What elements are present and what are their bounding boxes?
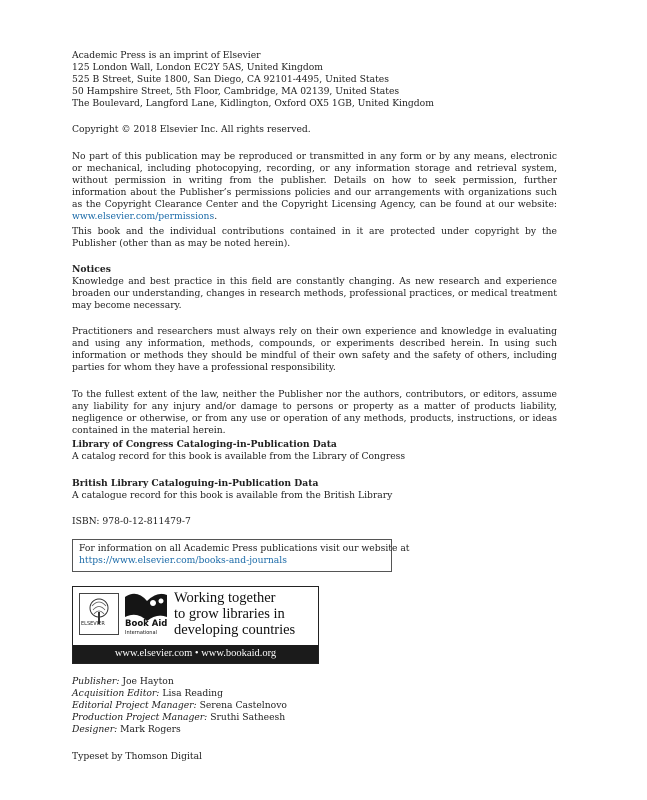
elsevier-logo-text: ELSEVIER: [81, 621, 105, 627]
imprint-line: Academic Press is an imprint of Elsevier: [72, 50, 261, 61]
credit-line: [72, 688, 557, 700]
address-line: 525 B Street, Suite 1800, San Diego, CA 92101-4495, United States: [72, 74, 389, 85]
books-journals-link[interactable]: https://www.elsevier.com/books-and-journals: [79, 555, 287, 566]
bl-cataloguing: [72, 478, 557, 502]
protected-paragraph: This book and the individual contributions contained in it are protected under copyright by the Publisher (other than as may be noted herein).: [72, 226, 557, 249]
permissions-end: .: [214, 211, 218, 222]
permissions-paragraph: [72, 151, 557, 223]
info-text: For information on all Academic Press publications visit our website at: [79, 543, 410, 554]
credit-line: [72, 712, 557, 724]
credit-line: [72, 724, 557, 736]
banner-tagline: [174, 590, 295, 638]
notices-section: [72, 264, 557, 312]
address-line: The Boulevard, Langford Lane, Kidlington, Oxford OX5 1GB, United Kingdom: [72, 98, 434, 109]
typeset-credit: Typeset by Thomson Digital: [72, 751, 202, 762]
publisher-address: [72, 50, 557, 110]
banner-footer-links[interactable]: www.elsevier.com • www.bookaid.org: [73, 645, 318, 663]
loc-text: A catalog record for this book is available from the Library of Congress: [72, 451, 406, 462]
credit-role: Editorial Project Manager:: [72, 700, 197, 711]
credit-role: Publisher:: [72, 676, 120, 687]
credit-name: Lisa Reading: [162, 688, 223, 699]
address-line: 50 Hampshire Street, 5th Floor, Cambridge, MA 02139, United States: [72, 86, 400, 97]
tagline-line: to grow libraries in: [174, 606, 285, 622]
credit-role: Production Project Manager:: [72, 712, 208, 723]
bookaid-banner: [72, 586, 319, 664]
loc-cataloging: [72, 439, 557, 463]
credit-name: Serena Castelnovo: [199, 700, 287, 711]
bookaid-subtitle: International: [125, 630, 157, 636]
production-credits: [72, 676, 557, 736]
copyright-notice: Copyright © 2018 Elsevier Inc. All rights reserved.: [72, 124, 311, 135]
bl-text: A catalogue record for this book is available from the British Library: [72, 490, 393, 501]
bl-heading: British Library Cataloguing-in-Publication Data: [72, 478, 319, 489]
website-info-box: [72, 539, 410, 572]
practitioners-paragraph: Practitioners and researchers must always rely on their own experience and knowledge in evaluating and using any information, methods, compounds, or experiments described herein. In using such information or methods they should be mindful of their own safety and the safety of others, including parties for whom they have a professional responsibility.: [72, 326, 557, 373]
tagline-line: Working together: [174, 590, 276, 606]
credit-line: [72, 676, 557, 688]
notices-paragraph: Knowledge and best practice in this field are constantly changing. As new research and experience broaden our understanding, changes in research methods, professional practices, or medical treatment may become necessary.: [72, 276, 557, 311]
notices-heading: Notices: [72, 264, 111, 275]
credit-role: Designer:: [72, 724, 118, 735]
credit-name: Joe Hayton: [122, 676, 174, 687]
credit-line: [72, 700, 557, 712]
loc-heading: Library of Congress Cataloging-in-Publication Data: [72, 439, 337, 450]
credit-name: Sruthi Satheesh: [210, 712, 286, 723]
credit-role: Acquisition Editor:: [72, 688, 160, 699]
credit-name: Mark Rogers: [120, 724, 181, 735]
liability-paragraph: To the fullest extent of the law, neither the Publisher nor the authors, contributors, or editors, assume any liability for any injury and/or damage to persons or property as a matter of products liability, negligence or otherwise, or from any use or operation of any methods, products, instructions, or ideas contained in the material herein.: [72, 389, 557, 436]
permissions-link[interactable]: www.elsevier.com/permissions: [72, 211, 215, 222]
address-line: 125 London Wall, London EC2Y 5AS, United Kingdom: [72, 62, 324, 73]
permissions-text: No part of this publication may be reproduced or transmitted in any form or by any means, electronic or mechanical, including photocopying, recording, or any information storage and retrieval system, without permission in writing from the publisher. Details on how to seek permission, further information about the Publisher’s permissions policies and our arrangements with organizations such as the Copyright Clearance Center and the Copyright Licensing Agency, can be found at our website:: [72, 151, 557, 210]
elsevier-tree-icon: [79, 593, 119, 635]
bookaid-name: Book Aid: [125, 619, 168, 629]
isbn: ISBN: 978-0-12-811479-7: [72, 516, 191, 527]
tagline-line: developing countries: [174, 622, 296, 638]
